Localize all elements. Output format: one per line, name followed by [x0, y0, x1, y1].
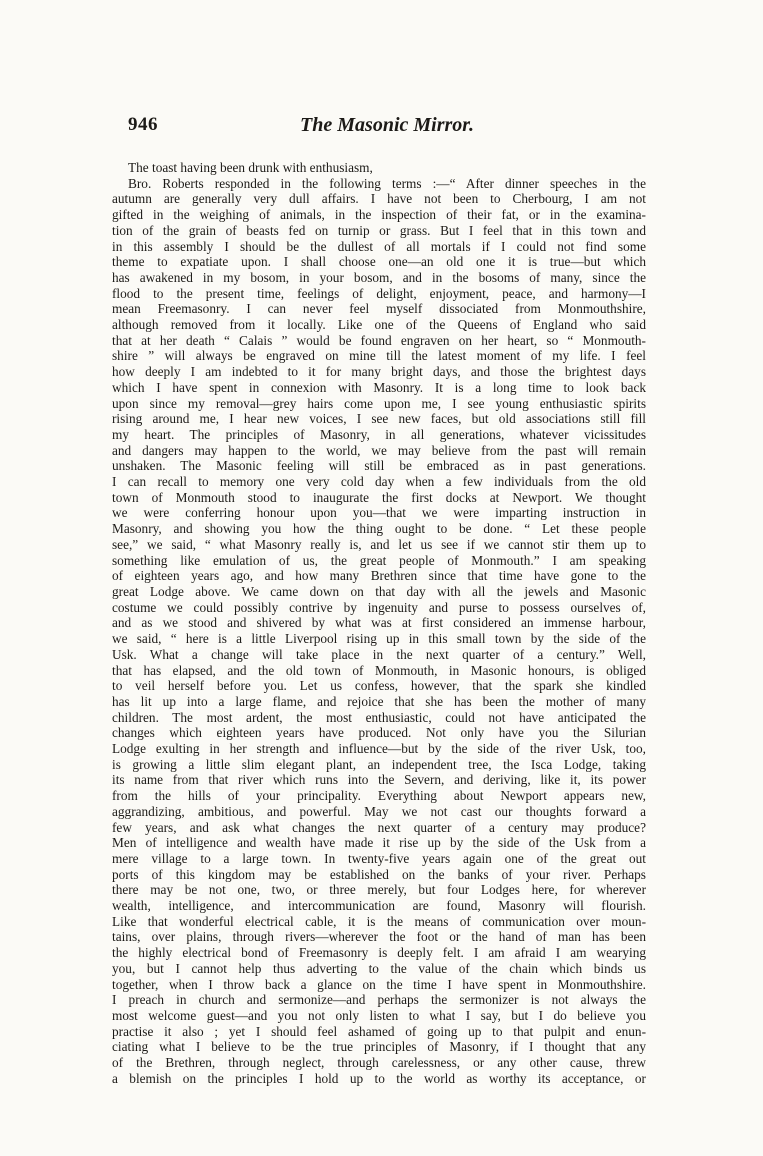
text-line: I can recall to memory one very cold day when a few individuals from the old: [112, 474, 646, 490]
text-line: Masonry, and showing you how the thing ought to be done. “ Let these people: [112, 521, 646, 537]
text-line: we said, “ here is a little Liverpool rising up in this small town by the side of the: [112, 631, 646, 647]
text-line: ciating what I believe to be the true principles of Masonry, if I thought that any: [112, 1039, 646, 1055]
text-line: mere village to a large town. In twenty-five years again one of the great out: [112, 850, 646, 866]
text-line: the highly electrical bond of Freemasonry is deeply felt. I am afraid I am wearying: [112, 945, 646, 961]
running-title: The Masonic Mirror.: [300, 114, 474, 136]
text-line: a blemish on the principles I hold up to the world as worthy its acceptance, or: [112, 1070, 646, 1086]
text-line: Usk. What a change will take place in the next quarter of a century.” Well,: [112, 646, 646, 662]
text-line: theme to expatiate upon. I shall choose one—an old one it is true—but which: [112, 254, 646, 270]
text-line: in this assembly I should be the dullest of all mortals if I could not find some: [112, 238, 646, 254]
text-line: I preach in church and sermonize—and perhaps the sermonizer is not always the: [112, 992, 646, 1008]
text-line: shire ” will always be engraved on mine till the latest moment of my life. I feel: [112, 348, 646, 364]
text-line: Bro. Roberts responded in the following terms :—“ After dinner speeches in the: [128, 175, 646, 191]
text-line: ports of this kingdom may be established on the banks of your river. Perhaps: [112, 866, 646, 882]
text-line: there may be not one, two, or three merely, but four Lodges here, for wherever: [112, 882, 646, 898]
text-line: of the Brethren, through neglect, through carelessness, or any other cause, threw: [112, 1055, 646, 1071]
text-line: Men of intelligence and wealth have made it rise up by the side of the Usk from a: [112, 835, 646, 851]
text-line: my heart. The principles of Masonry, in all generations, whatever vicissitudes: [112, 426, 646, 442]
text-line: mean Freemasonry. I can never feel myself dissociated from Monmouthshire,: [112, 301, 646, 317]
text-line: town of Monmouth stood to inaugurate the first docks at Newport. We thought: [112, 489, 646, 505]
text-line: unshaken. The Masonic feeling will still be embraced as in past generations.: [112, 458, 646, 474]
text-line: children. The most ardent, the most enthusiastic, could not have anticipated the: [112, 709, 646, 725]
text-line: great Lodge above. We came down on that day with all the jewels and Masonic: [112, 583, 646, 599]
text-line: wealth, intelligence, and intercommunication are found, Masonry will flourish.: [112, 898, 646, 914]
text-line: from the hills of your principality. Everything about Newport appears new,: [112, 788, 646, 804]
text-line: is growing a little slim elegant plant, an independent tree, the Isca Lodge, taking: [112, 756, 646, 772]
text-line: and dangers may happen to the world, we may believe from the past will remain: [112, 442, 646, 458]
text-line: although removed from it locally. Like one of the Queens of England who said: [112, 317, 646, 333]
text-line: flood to the present time, feelings of delight, enjoyment, peace, and harmony—I: [112, 285, 646, 301]
text-line: rising around me, I hear new voices, I see new faces, but old associations still fill: [112, 411, 646, 427]
text-line: how deeply I am indebted to it for many bright days, and those the brightest days: [112, 364, 646, 380]
text-line: costume we could possibly contrive by ingenuity and purse to possess ourselves of,: [112, 599, 646, 615]
article-body: [112, 160, 646, 1086]
text-line: most welcome guest—and you not only listen to what I say, but I do believe you: [112, 1007, 646, 1023]
text-line: we were conferring honour upon you—that we were imparting instruction in: [112, 505, 646, 521]
text-line: tains, over plains, through rivers—wherever the foot or the hand of man has been: [112, 929, 646, 945]
text-line: see,” we said, “ what Masonry really is, and let us see if we cannot stir them up to: [112, 536, 646, 552]
text-line: which I have spent in connexion with Masonry. It is a long time to look back: [112, 379, 646, 395]
text-line: its name from that river which runs into the Severn, and deriving, like it, its power: [112, 772, 646, 788]
text-line: that has elapsed, and the old town of Monmouth, in Masonic honours, is obliged: [112, 662, 646, 678]
text-line: practise it also ; yet I should feel ashamed of going up to that pulpit and enun-: [112, 1023, 646, 1039]
text-line: and as we stood and shivered by what was at first considered an immense harbour,: [112, 615, 646, 631]
text-line: that at her death “ Calais ” would be found engraven on her heart, so “ Monmouth-: [112, 332, 646, 348]
text-line: something like emulation of us, the great people of Monmouth.” I am speaking: [112, 552, 646, 568]
page-number: 946: [128, 114, 158, 135]
text-line: you, but I cannot help thus adverting to the value of the chain which binds us: [112, 960, 646, 976]
text-line: has awakened in my bosom, in your bosom, and in the bosoms of many, since the: [112, 269, 646, 285]
text-line: tion of the grain of beasts fed on turnip or grass. But I feel that in this town and: [112, 222, 646, 238]
text-line: to veil herself before you. Let us confess, however, that the spark she kindled: [112, 678, 646, 694]
text-line: The toast having been drunk with enthusiasm,: [128, 160, 373, 175]
text-line: of eighteen years ago, and how many Brethren since that time have gone to the: [112, 568, 646, 584]
text-line: aggrandizing, ambitious, and powerful. May we not cast our thoughts forward a: [112, 803, 646, 819]
text-line: Lodge exulting in her strength and influence—but by the side of the river Usk, too,: [112, 741, 646, 757]
text-line: gifted in the weighing of animals, in the inspection of their fat, or in the examina-: [112, 207, 646, 223]
page-header: [128, 114, 646, 140]
text-line: has lit up into a large flame, and rejoice that she has been the mother of many: [112, 693, 646, 709]
text-line: together, when I throw back a glance on the time I have spent in Monmouthshire.: [112, 976, 646, 992]
text-line: upon since my removal—grey hairs come upon me, I see young enthusiastic spirits: [112, 395, 646, 411]
text-line: autumn are generally very dull affairs. I have not been to Cherbourg, I am not: [112, 191, 646, 207]
text-line: changes which eighteen years have produced. Not only have you the Silurian: [112, 725, 646, 741]
text-line: few years, and ask what changes the next quarter of a century may produce?: [112, 819, 646, 835]
text-line: Like that wonderful electrical cable, it is the means of communication over moun-: [112, 913, 646, 929]
